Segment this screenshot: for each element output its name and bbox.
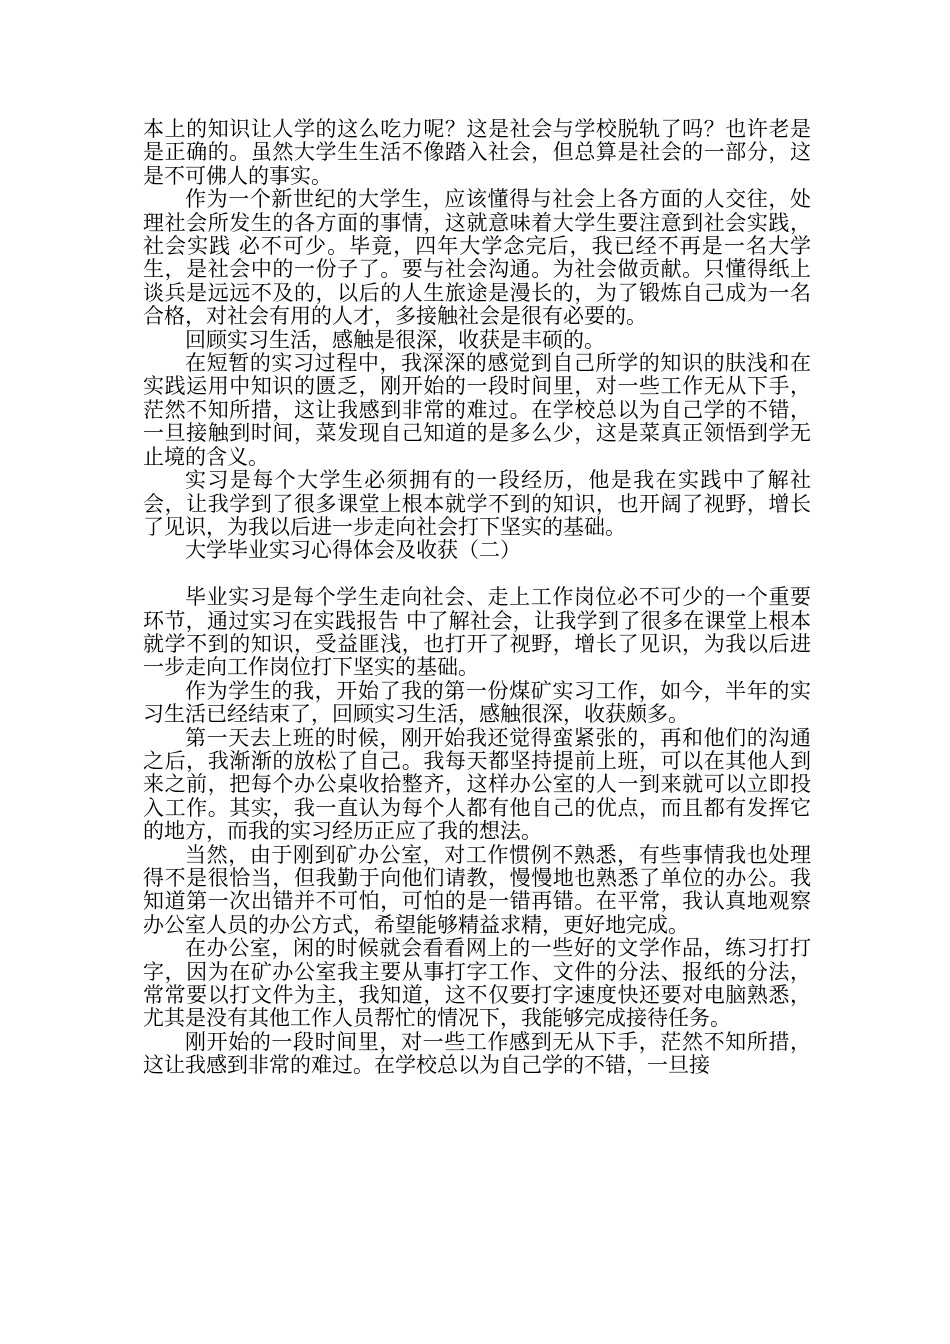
paragraph-7: 作为学生的我，开始了我的第一份煤矿实习工作，如今，半年的实习生活已经结束了，回顾实习生活，感触很深，收获颇多。 xyxy=(143,678,811,727)
paragraph-4: 在短暂的实习过程中，我深深的感觉到自己所学的知识的肤浅和在实践运用中知识的匮乏，刚开始的一段时间里，对一些工作无从下手，茫然不知所措，这让我感到非常的难过。在学校总以为自己学的不错，一旦接触到时间，菜发现自己知道的是多么少，这是菜真正领悟到学无止境的含义。 xyxy=(143,351,811,469)
section-heading: 大学毕业实习心得体会及收获（二） xyxy=(185,538,521,563)
blank-line xyxy=(143,563,811,586)
paragraph-6: 毕业实习是每个学生走向社会、走上工作岗位必不可少的一个重要环节，通过实习在实践报告 中了解社会，让我学到了很多在课堂上根本就学不到的知识，受益匪浅，也打开了视野，增长了见识，为我以后进一步走向工作岗位打下坚实的基础。 xyxy=(143,585,811,680)
document-body xyxy=(143,118,811,1078)
paragraph-8: 第一天去上班的时候，刚开始我还觉得蛮紧张的，再和他们的沟通之后，我渐渐的放松了自己。我每天都坚持提前上班，可以在其他人到来之前，把每个办公桌收拾整齐，这样办公室的人一到来就可以立即投入工作。其实，我一直认为每个人都有他自己的优点，而且都有发挥它的地方，而我的实习经历正应了我的想法。 xyxy=(143,725,811,844)
paragraph-10: 在办公室，闲的时候就会看看网上的一些好的文学作品，练习打打字，因为在矿办公室我主要从事打字工作、文件的分法、报纸的分法，常常要以打文件为主，我知道，这不仅要打字速度快还要对电脑熟悉，尤其是没有其他工作人员帮忙的情况下，我能够完成接待任务。 xyxy=(143,936,811,1031)
paragraph-1: 本上的知识让人学的这么吃力呢？这是社会与学校脱轨了吗？也许老是是正确的。虽然大学生生活不像踏入社会，但总算是社会的一部分，这是不可佛人的事实。 xyxy=(143,117,811,188)
paragraph-2: 作为一个新世纪的大学生，应该懂得与社会上各方面的人交往，处理社会所发生的各方面的事情，这就意味着大学生要注意到社会实践，社会实践 必不可少。毕竟，四年大学念完后，我已经不再是一名大学生，是社会中的一份子了。要与社会沟通。为社会做贡献。只懂得纸上谈兵是远远不及的，以后的人生旅途是漫长的，为了锻炼自己成为一名合格，对社会有用的人才，多接触社会是很有必要的。 xyxy=(143,187,811,329)
paragraph-11: 刚开始的一段时间里，对一些工作感到无从下手，茫然不知所措，这让我感到非常的难过。在学校总以为自己学的不错，一旦接 xyxy=(143,1029,811,1078)
paragraph-9: 当然，由于刚到矿办公室，对工作惯例不熟悉，有些事情我也处理得不是很恰当，但我勤于向他们请教，慢慢地也熟悉了单位的办公。我知道第一次出错并不可怕，可怕的是一错再错。在平常，我认真地观察办公室人员的办公方式，希望能够精益求精，更好地完成。 xyxy=(143,842,811,937)
paragraph-5: 实习是每个大学生必须拥有的一段经历，他是我在实践中了解社会，让我学到了很多课堂上根本就学不到的知识，也开阔了视野，增长了见识，为我以后进一步走向社会打下坚实的基础。 xyxy=(143,468,811,539)
paragraph-3: 回顾实习生活，感触是很深，收获是丰硕的。 xyxy=(185,327,605,352)
